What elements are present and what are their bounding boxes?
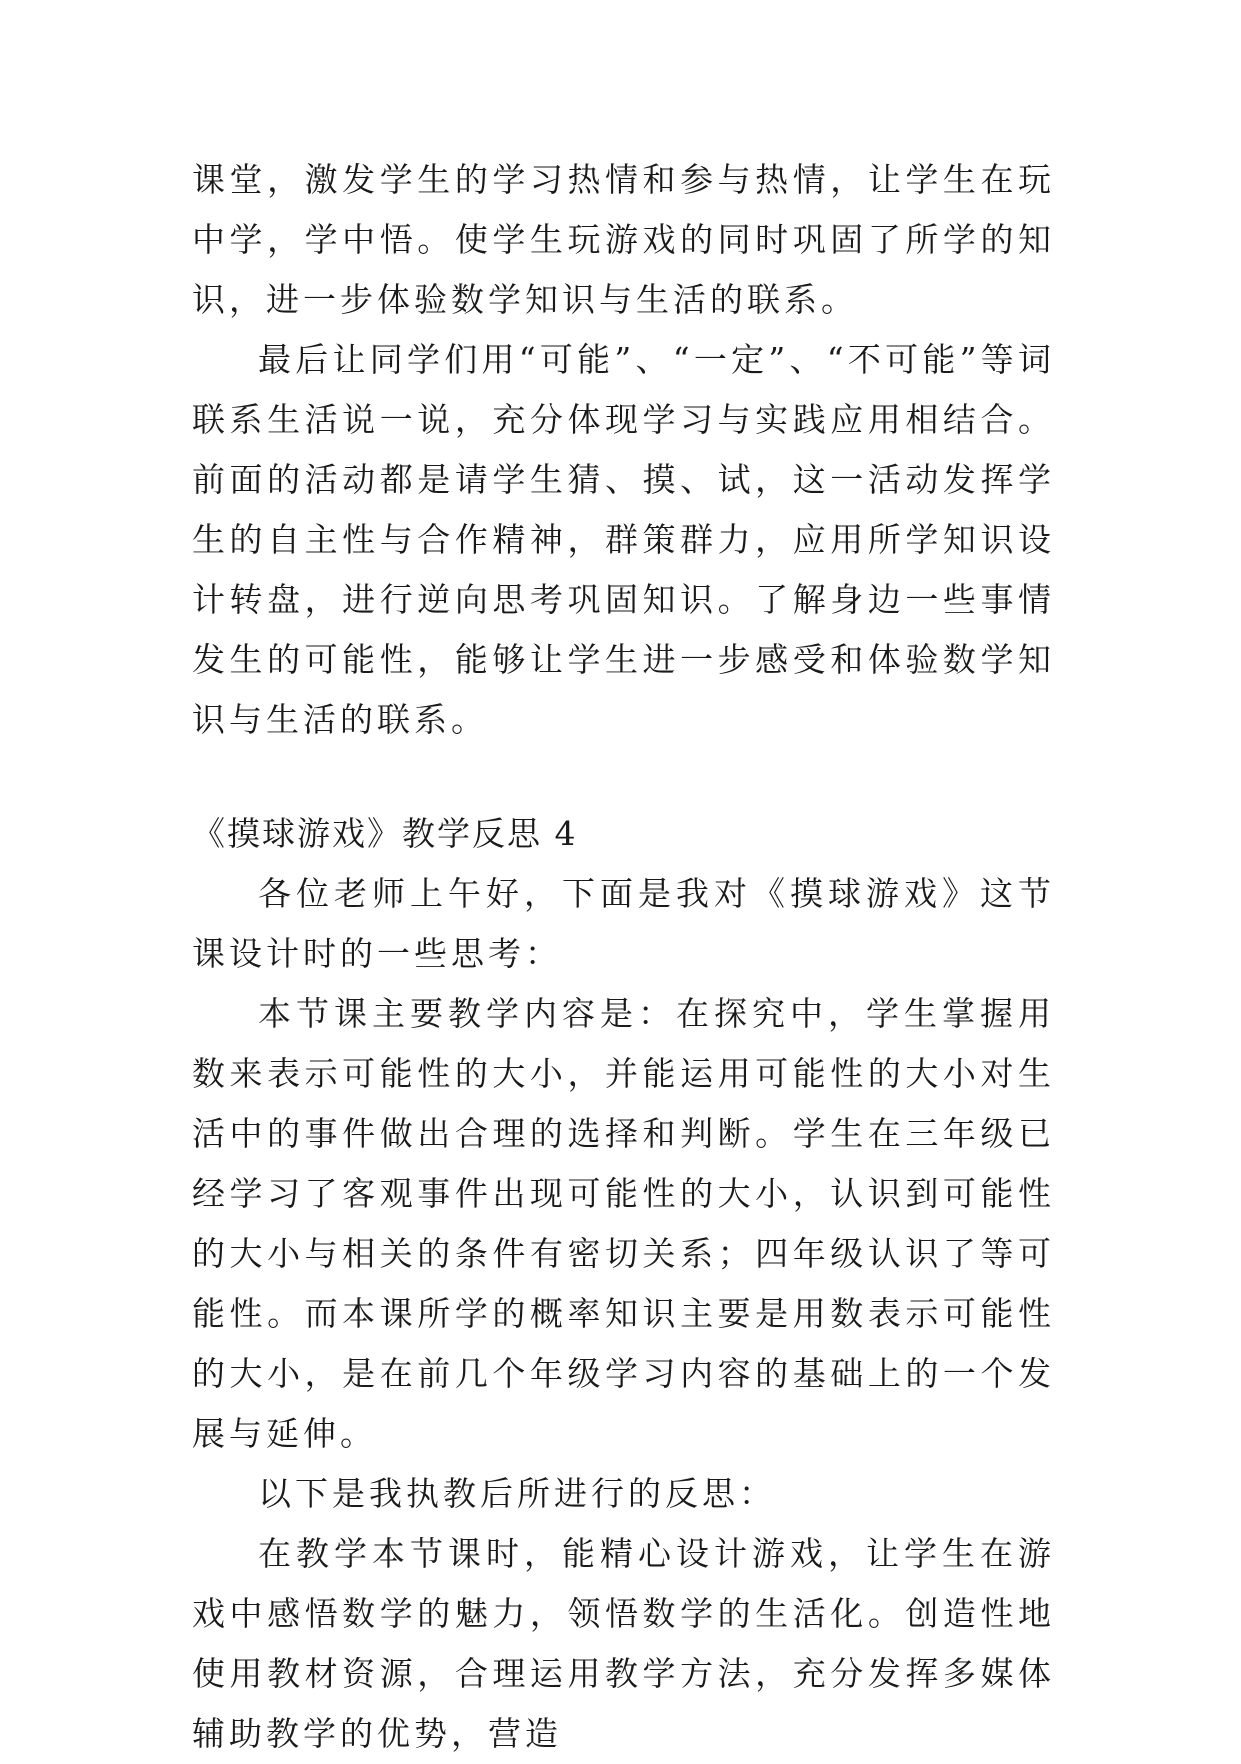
- section-heading: 《摸球游戏》教学反思 4: [192, 814, 578, 853]
- paragraph: 课堂，激发学生的学习热情和参与热情，让学生在玩中学，学中悟。使学生玩游戏的同时巩固了所学的知识，进一步体验数学知识与生活的联系。: [192, 160, 1055, 319]
- document-body: [192, 150, 1055, 1764]
- paragraph: 在教学本节课时，能精心设计游戏，让学生在游戏中感悟数学的魅力，领悟数学的生活化。创造性地使用教材资源，合理运用教学方法，充分发挥多媒体辅助教学的优势，营造: [192, 1534, 1055, 1753]
- paragraph: 以下是我执教后所进行的反思：: [258, 1474, 776, 1513]
- section-spacer: [192, 750, 1055, 804]
- paragraph: 最后让同学们用“可能”、“一定”、“不可能”等词联系生活说一说，充分体现学习与实践应用相结合。前面的活动都是请学生猜、摸、试，这一活动发挥学生的自主性与合作精神，群策群力，应用所学知识设计转盘，进行逆向思考巩固知识。了解身边一些事情发生的可能性，能够让学生进一步感受和体验数学知识与生活的联系。: [192, 340, 1055, 739]
- paragraph: 本节课主要教学内容是：在探究中，学生掌握用数来表示可能性的大小，并能运用可能性的大小对生活中的事件做出合理的选择和判断。学生在三年级已经学习了客观事件出现可能性的大小，认识到可能性的大小与相关的条件有密切关系；四年级认识了等可能性。而本课所学的概率知识主要是用数表示可能性的大小，是在前几个年级学习内容的基础上的一个发展与延伸。: [192, 994, 1055, 1453]
- paragraph: 各位老师上午好，下面是我对《摸球游戏》这节课设计时的一些思考：: [192, 874, 1055, 973]
